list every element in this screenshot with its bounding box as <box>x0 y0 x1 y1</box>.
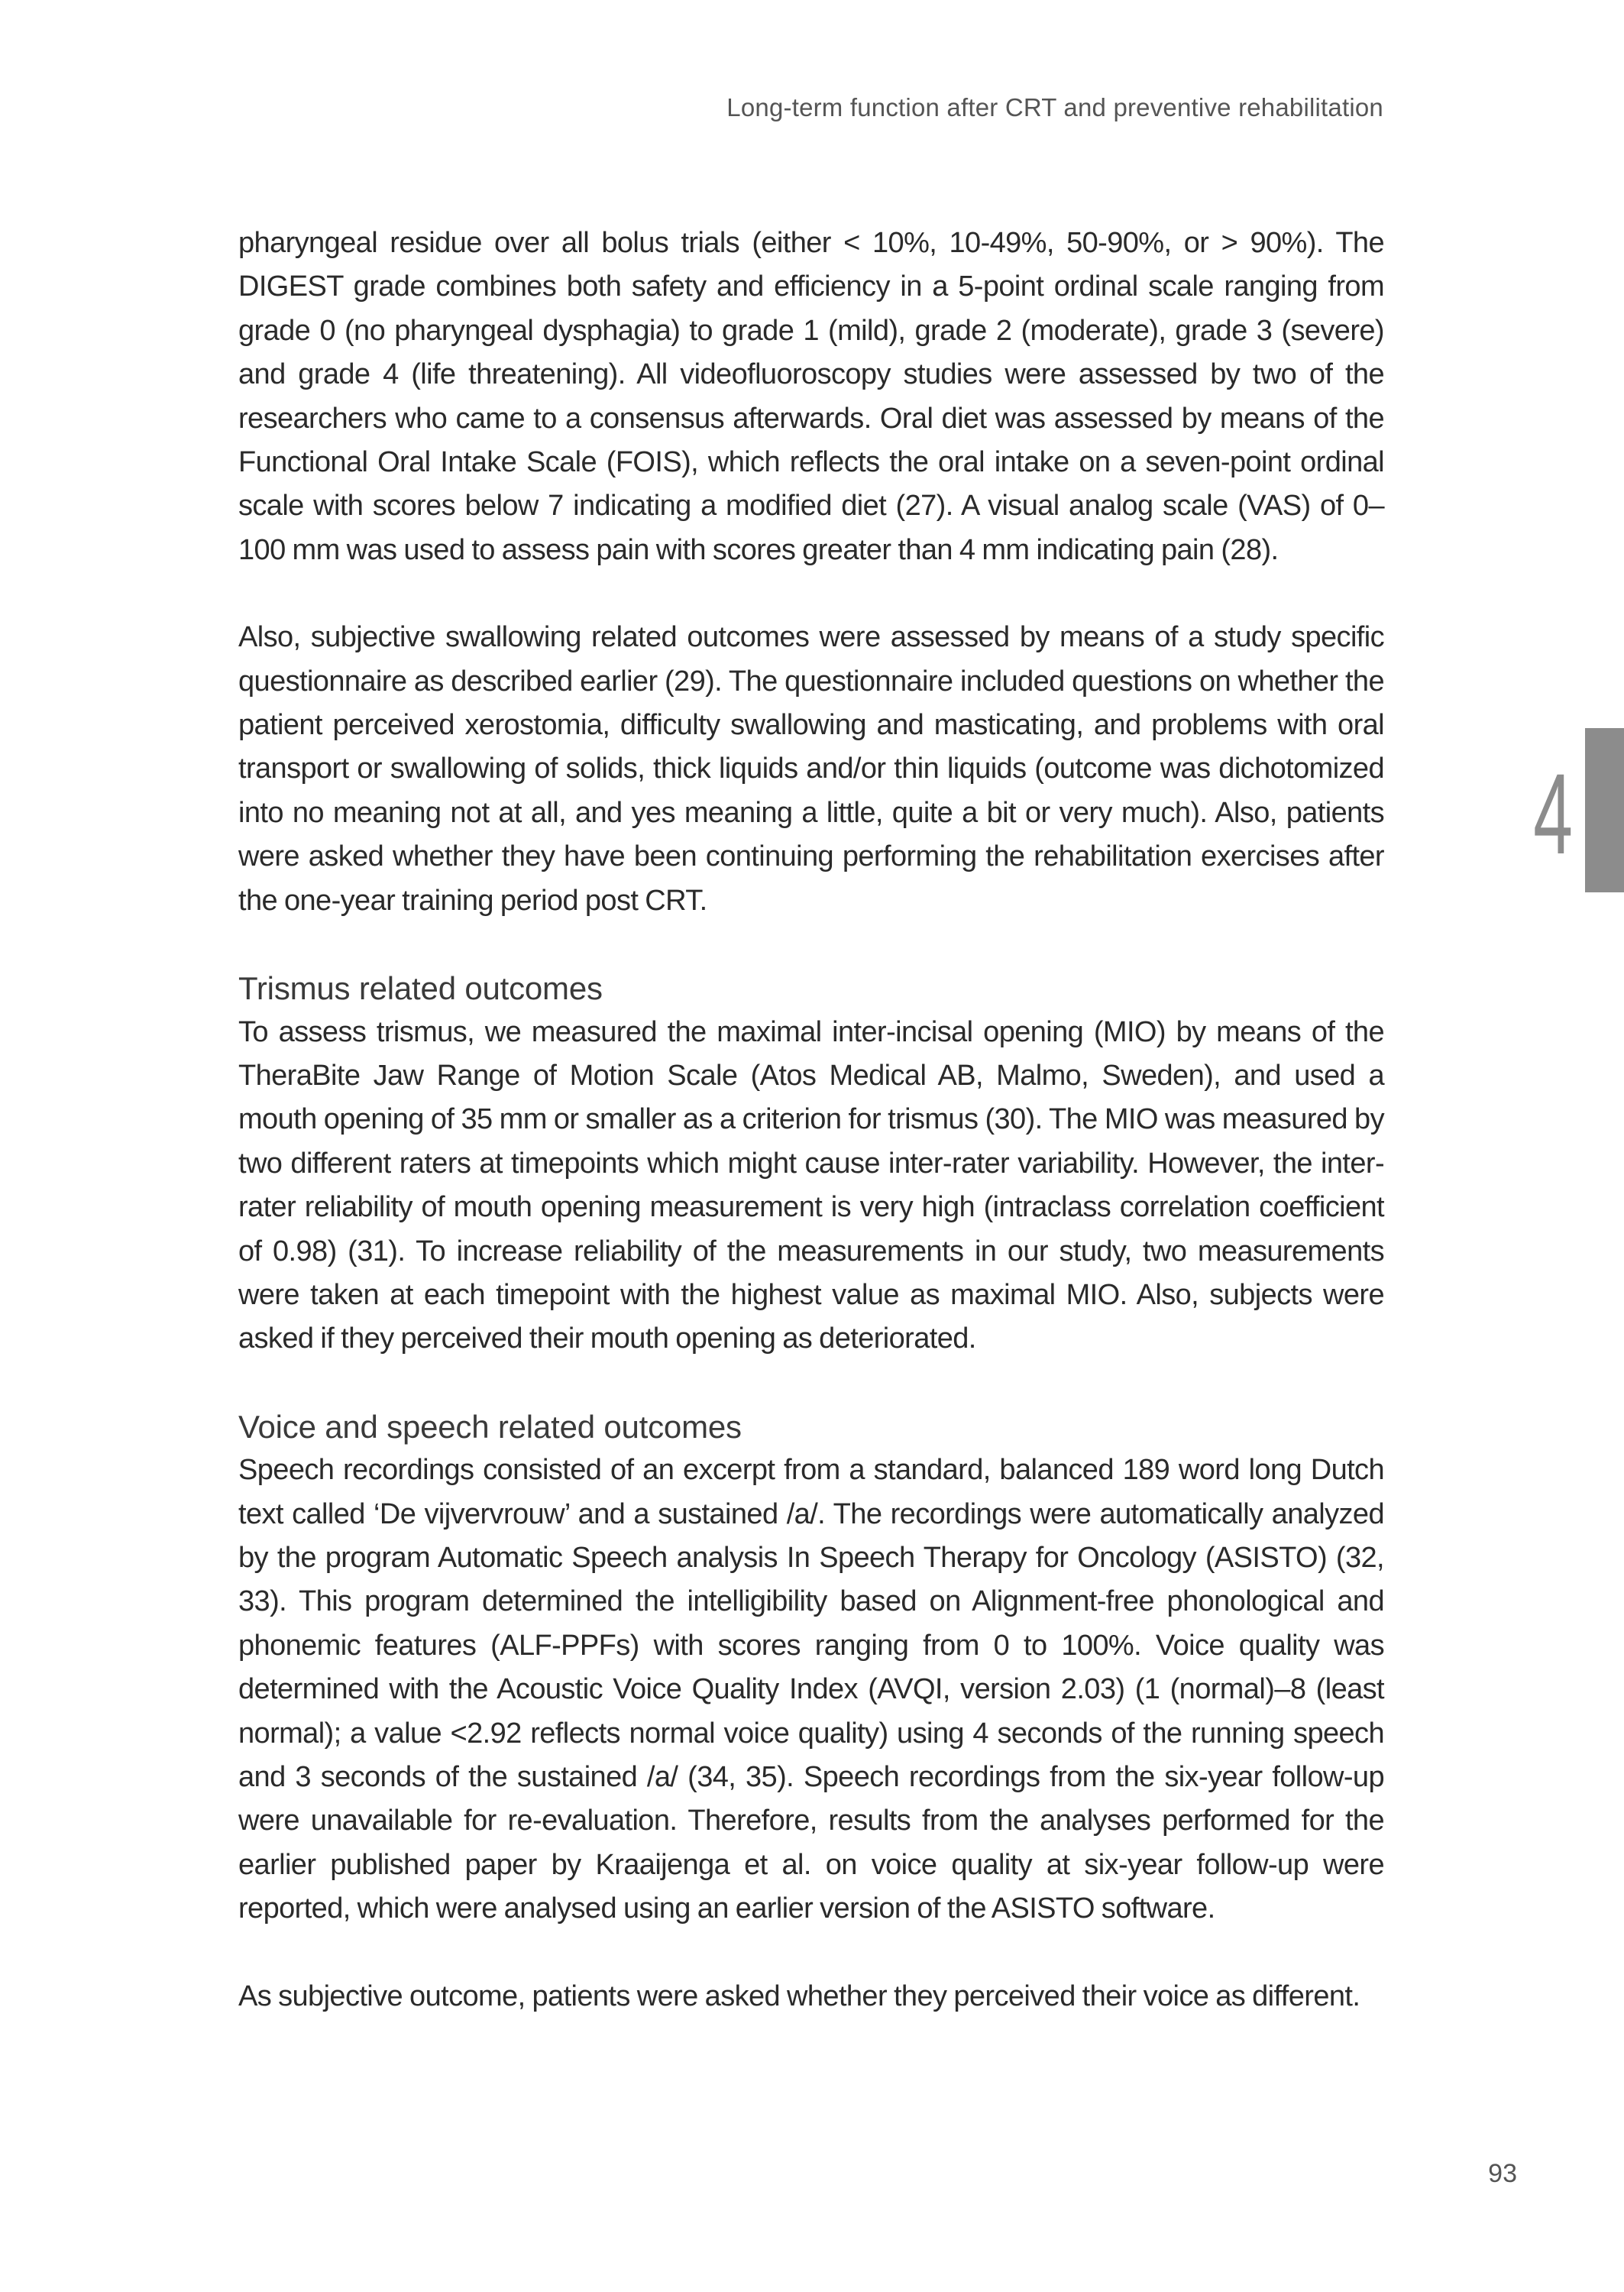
running-header: Long-term function after CRT and preventive rehabilitation <box>726 93 1383 121</box>
paragraph-subjective-voice: As subjective outcome, patients were asked whether they perceived their voice as different. <box>238 1980 1360 2012</box>
chapter-tab-bar <box>1585 728 1624 892</box>
heading-trismus: Trismus related outcomes <box>238 970 603 1007</box>
paragraph-digest-fois-vas: pharyngeal residue over all bolus trials (either < 10%, 10-49%, 50-90%, or > 90%). The DIGEST grade combines both safety and efficiency in a 5-point ordinal scale ranging from grade 0 (no pharyngeal dysphagia) to grade 1 (mild), grade 2 (moderate), grade 3 (severe) and grade 4 (life threatening). All videofluoroscopy studies were assessed by two of the researchers who came to a consensus afterwards. Oral diet was assessed by means of the Functional Oral Intake Scale (FOIS), which reflects the oral intake on a seven-point ordinal scale with scores below 7 indicating a modified diet (27). A visual analog scale (VAS) of 0–100 mm was used to assess pain with scores greater than 4 mm indicating pain (28). <box>238 227 1384 566</box>
main-content <box>238 222 1384 2018</box>
paragraph-trismus: To assess trismus, we measured the maximal inter-incisal opening (MIO) by means of the TheraBite Jaw Range of Motion Scale (Atos Medical AB, Malmo, Sweden), and used a mouth opening of 35 mm or smaller as a criterion for trismus (30). The MIO was measured by two different raters at timepoints which might cause inter-rater variability. However, the inter-rater reliability of mouth opening measurement is very high (intraclass correlation coefficient of 0.98) (31). To increase reliability of the measurements in our study, two measurements were taken at each timepoint with the highest value as maximal MIO. Also, subjects were asked if they perceived their mouth opening as deteriorated. <box>238 1015 1384 1355</box>
heading-voice-speech: Voice and speech related outcomes <box>238 1408 742 1445</box>
page-number: 93 <box>1488 2159 1517 2188</box>
chapter-number: 4 <box>1533 749 1573 878</box>
paragraph-voice-speech: Speech recordings consisted of an excerpt from a standard, balanced 189 word long Dutch text called ‘De vijvervrouw’ and a sustained /a/. The recordings were automatically analyzed by the program Automatic Speech analysis In Speech Therapy for Oncology (ASISTO) (32, 33). This program determined the intelligibility based on Alignment-free phonological and phonemic features (ALF-PPFs) with scores ranging from 0 to 100%. Voice quality was determined with the Acoustic Voice Quality Index (AVQI, version 2.03) (1 (normal)–8 (least normal); a value <2.92 reflects normal voice quality) using 4 seconds of the running speech and 3 seconds of the sustained /a/ (34, 35). Speech recordings from the six-year follow-up were unavailable for re-evaluation. Therefore, results from the analyses performed for the earlier published paper by Kraaijenga et al. on voice quality at six-year follow-up were reported, which were analysed using an earlier version of the ASISTO software. <box>238 1454 1384 1925</box>
paragraph-subjective-swallowing: Also, subjective swallowing related outcomes were assessed by means of a study specific questionnaire as described earlier (29). The questionnaire included questions on whether the patient perceived xerostomia, difficulty swallowing and masticating, and problems with oral transport or swallowing of solids, thick liquids and/or thin liquids (outcome was dichotomized into no meaning not at all, and yes meaning a little, quite a bit or very much). Also, patients were asked whether they have been continuing performing the rehabilitation exercises after the one-year training period post CRT. <box>238 621 1384 917</box>
